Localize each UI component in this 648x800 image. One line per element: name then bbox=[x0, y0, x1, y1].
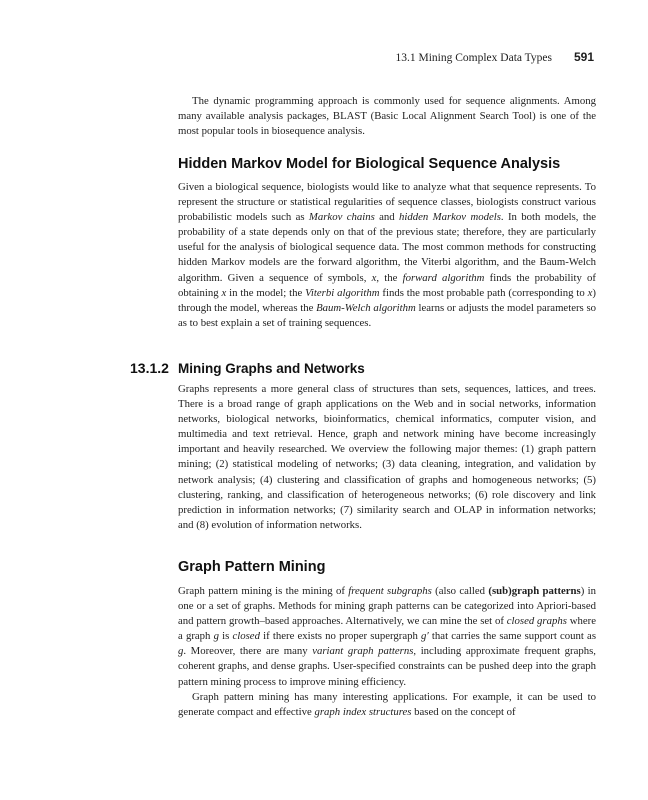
hmm-paragraph: Given a biological sequence, biologists would like to analyze what that sequence represents. To represent the structure or statistical regularities of sequence classes, biologists construct various probabilistic models such as Markov chains and hidden Markov models. In both models, the probability of a state depends only on that of the previous state; therefore, they are particularly useful for the analysis of biological sequence data. The most common methods for constructing hidden Markov models are the forward algorithm, the Viterbi algorithm, and the Baum-Welch algorithm. Given a sequence of symbols, x, the forward algorithm finds the probability of obtaining x in the model; the Viterbi algorithm finds the most probable path (corresponding to x) through the model, whereas the Baum-Welch algorithm learns or adjusts the model parameters so as to best explain a set of training sequences. bbox=[178, 181, 597, 329]
running-header-section: 13.1 Mining Complex Data Types bbox=[395, 52, 552, 64]
gpm-paragraph-1: Graph pattern mining is the mining of frequent subgraphs (also called (sub)graph patterns) in one or a set of graphs. Methods for mining graph patterns can be categorized into Apriori-based and pattern growth–based approaches. Alternatively, we can mine the set of closed graphs where a graph g is closed if there exists no proper supergraph g′ that carries the same support count as g. Moreover, there are many variant graph patterns, including approximate frequent graphs, coherent graphs, and dense graphs. User-specified constraints can be pushed deep into the graph pattern mining process to improve mining efficiency. bbox=[178, 585, 597, 688]
hmm-heading: Hidden Markov Model for Biological Sequence Analysis bbox=[178, 156, 561, 172]
intro-paragraph-block bbox=[178, 94, 596, 139]
section-title: Mining Graphs and Networks bbox=[178, 361, 365, 376]
running-header bbox=[0, 50, 594, 66]
intro-paragraph: The dynamic programming approach is commonly used for sequence alignments. Among many available analysis packages, BLAST (Basic Local Alignment Search Tool) is one of the most popular tools in biosequence analysis. bbox=[178, 95, 596, 138]
gpm-paragraph-block bbox=[178, 584, 596, 720]
graphs-paragraph-block bbox=[178, 382, 596, 533]
section-number: 13.1.2 bbox=[130, 360, 169, 376]
hmm-paragraph-block bbox=[178, 180, 596, 331]
graphs-paragraph: Graphs represents a more general class of structures than sets, sequences, lattices, and trees. There is a broad range of graph applications on the Web and in social networks, information networks, biological networks, bioinformatics, chemical informatics, computer vision, and multimedia and text retrieval. Hence, graph and network mining have become increasingly important and heavily researched. We overview the following major themes: (1) graph pattern mining; (2) statistical modeling of networks; (3) data cleaning, integration, and validation by network analysis; (4) clustering and classification of graphs and homogeneous networks; (5) clustering, ranking, and classification of heterogeneous networks; (6) role discovery and link prediction in information networks; (7) similarity search and OLAP in information networks; and (8) evolution of information networks. bbox=[178, 383, 596, 531]
gpm-paragraph-2: Graph pattern mining has many interesting applications. For example, it can be used to generate compact and effective graph index structures based on the concept of bbox=[178, 690, 596, 718]
section-13-1-2-heading bbox=[130, 360, 365, 376]
gpm-heading: Graph Pattern Mining bbox=[178, 559, 326, 575]
page-number: 591 bbox=[573, 50, 594, 64]
